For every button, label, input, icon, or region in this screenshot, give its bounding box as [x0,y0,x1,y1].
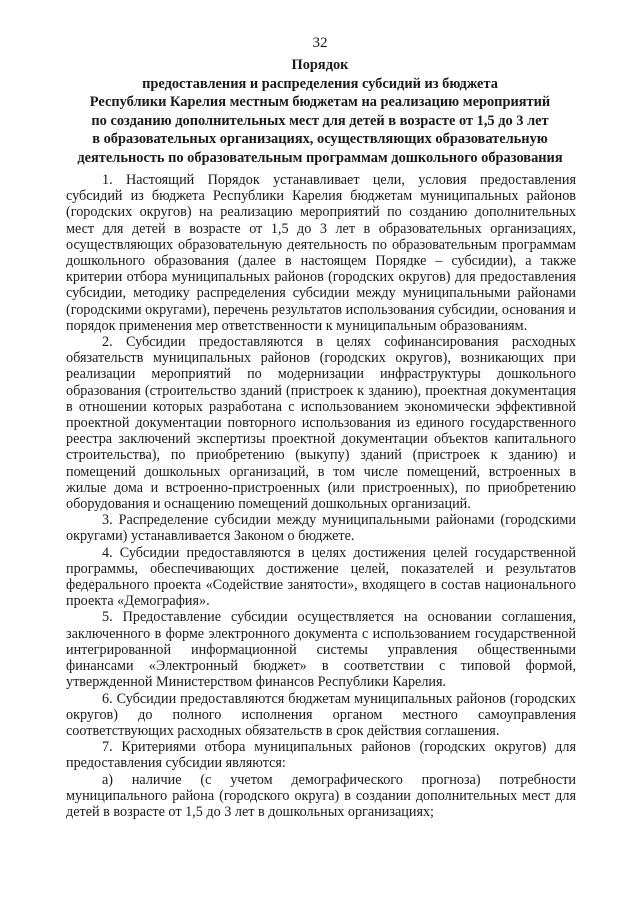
document-body [66,172,576,820]
paragraph-5: 5. Предоставление субсидии осуществляется на основании соглашения, заключенного в форме электронного документа с использованием государственной интегрированной информационной системы управления общественными финансами «Электронный бюджет» в соответствии с типовой формой, утвержденной Министерством финансов Республики Карелия. [66,609,576,691]
title-line: деятельность по образовательным программам дошкольного образования [77,149,563,166]
document-title [60,56,580,168]
paragraph-3: 3. Распределение субсидии между муниципальными районами (городскими округами) устанавливается Законом о бюджете. [66,512,576,545]
title-line: Порядок [291,57,349,73]
title-line: предоставления и распределения субсидий из бюджета [142,75,498,92]
title-line: в образовательных организациях, осуществляющих образовательную [92,131,548,148]
title-line: Республики Карелия местным бюджетам на реализацию мероприятий [89,94,551,111]
paragraph-2: 2. Субсидии предоставляются в целях софинансирования расходных обязательств муниципальных районов (городских округов), возникающих при реализации мероприятий по модернизации инфраструктуры дошкольного образования (строительство зданий (пристроек к зданию), проектная документация в отношении которых разработана с использованием экономически эффективной проектной документации повторного использования из единого государственного реестра заключений экспертизы проектной документации объектов капитального строительства), по приобретению (выкупу) зданий (пристроек к зданию) и помещений дошкольных организаций, в том числе помещений, встроенных в жилые дома и встроенно-пристроенных (или пристроенных), по приобретению оборудования и оснащению помещений дошкольных организаций. [66,334,576,513]
paragraph-7a: а) наличие (с учетом демографического прогноза) потребности муниципального района (городского округа) в создании дополнительных мест для детей в возрасте от 1,5 до 3 лет в дошкольных организациях; [66,771,576,820]
title-line: по созданию дополнительных мест для детей в возрасте от 1,5 до 3 лет [91,112,549,129]
page-number: 32 [312,35,328,51]
paragraph-1: 1. Настоящий Порядок устанавливает цели, условия предоставления субсидий из бюджета Республики Карелия бюджетам муниципальных районов (городских округов) на реализацию мероприятий по созданию дополнительных мест для детей в возрасте от 1,5 до 3 лет в образовательных организациях, осуществляющих образовательную деятельность по образовательным программам дошкольного образования (далее в настоящем Порядке – субсидии), а также критерии отбора муниципальных районов (городских округов) для предоставления субсидии, методику распределения субсидии между муниципальными районами (городскими округами), перечень результатов использования субсидии, основания и порядок применения мер ответственности к муниципальным образованиям. [66,172,576,334]
paragraph-6: 6. Субсидии предоставляются бюджетам муниципальных районов (городских округов) до полного исполнения органом местного самоуправления соответствующих расходных обязательств в срок действия соглашения. [66,690,576,739]
paragraph-7: 7. Критериями отбора муниципальных районов (городских округов) для предоставления субсидии являются: [66,739,576,772]
paragraph-4: 4. Субсидии предоставляются в целях достижения целей государственной программы, обеспечивающих достижение целей, показателей и результатов федерального проекта «Содействие занятости», входящего в состав национального проекта «Демография». [66,544,576,610]
